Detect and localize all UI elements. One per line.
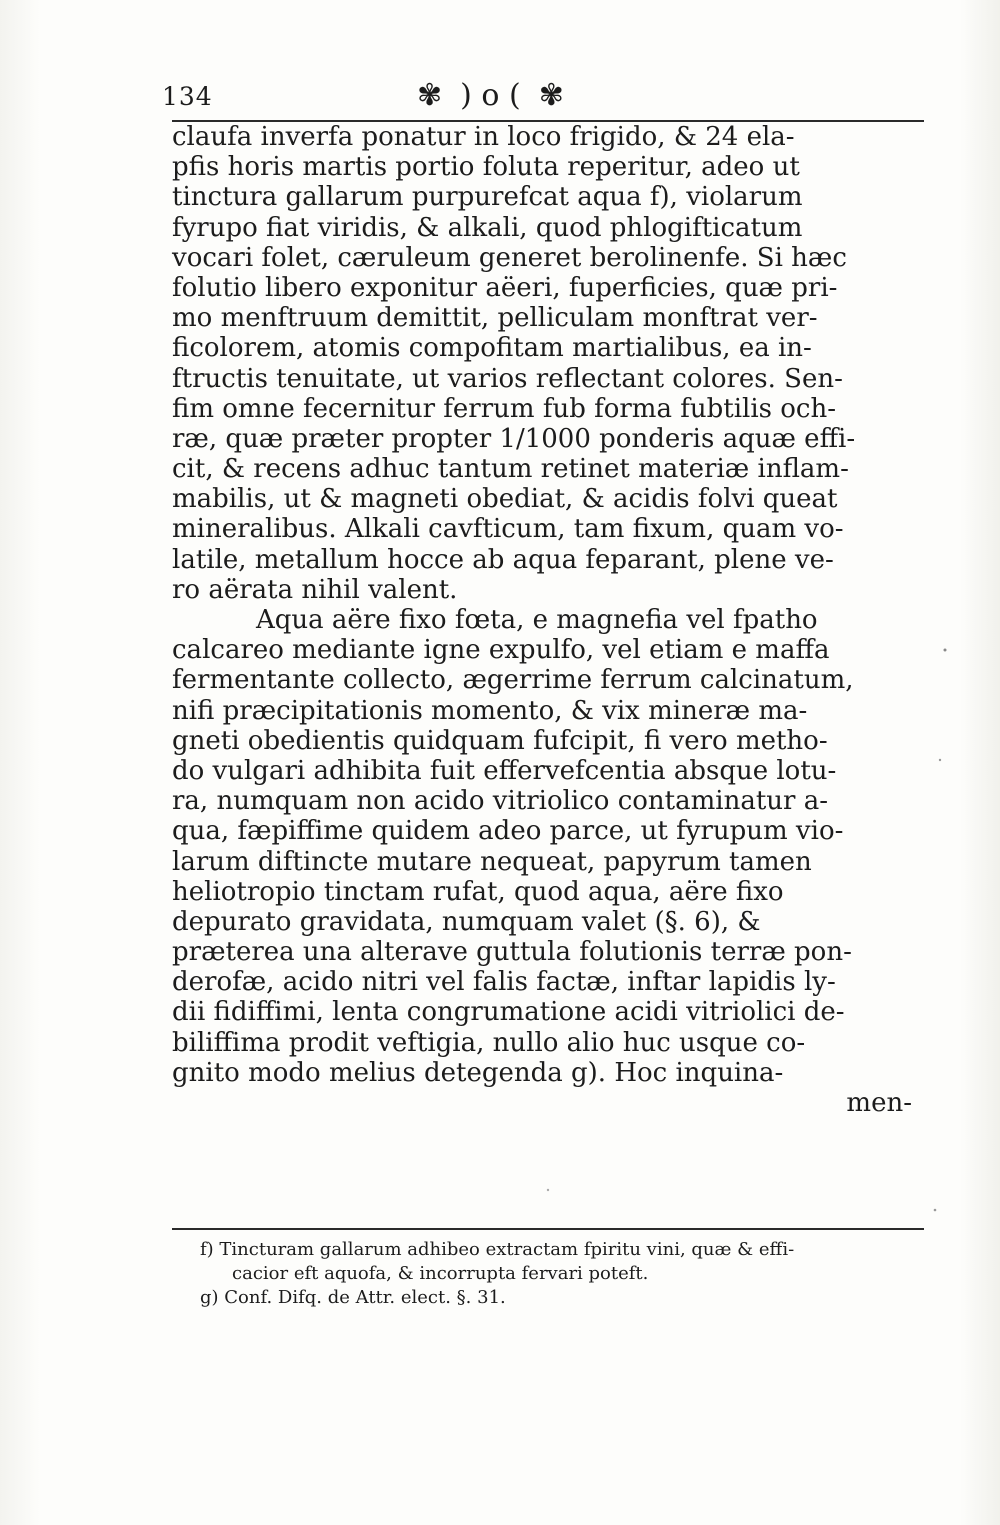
text-line: nifi præcipitationis momento, & vix mineræ ma- [172, 695, 808, 726]
footnotes [200, 1238, 920, 1310]
printers-ornament-right-icon: ✾ [538, 78, 564, 113]
text-line: pfis horis martis portio foluta reperitur, adeo ut [172, 152, 800, 183]
text-line: larum diftincte mutare nequeat, papyrum tamen [172, 846, 812, 877]
footnote-g: g) Conf. Difq. de Attr. elect. §. 31. [200, 1287, 506, 1308]
text-line: latile, metallum hocce ab aqua feparant, plene ve- [172, 544, 834, 575]
text-line: ra, numquam non acido vitriolico contaminatur a- [172, 786, 829, 817]
text-line: ficolorem, atomis compofitam martialibus, ea in- [172, 333, 812, 364]
text-line: ræ, quæ præter propter 1/1000 ponderis aquæ effi- [172, 423, 856, 454]
text-line: biliffima prodit veftigia, nullo alio huc usque co- [172, 1027, 806, 1058]
text-line: ftructis tenuitate, ut varios reflectant colores. Sen- [172, 363, 843, 394]
catchword: men- [846, 1088, 912, 1118]
page-header [162, 78, 922, 118]
footnote-f: f) Tincturam gallarum adhibeo extractam fpiritu vini, quæ & effi- [200, 1239, 795, 1260]
text-line: mineralibus. Alkali cavfticum, tam fixum, quam vo- [172, 514, 844, 545]
printers-ornament-left-icon: ✾ [417, 78, 443, 113]
text-line: Aqua aëre fixo fœta, e magnefia vel fpatho [256, 605, 818, 635]
footnote-rule [172, 1228, 924, 1230]
text-line: depurato gravidata, numquam valet (§. 6), & [172, 906, 761, 937]
text-line: dii fidiffimi, lenta congrumatione acidi vitriolici de- [172, 997, 845, 1028]
text-line: fim omne fecernitur ferrum fub forma fubtilis och- [172, 393, 836, 424]
running-head [417, 78, 564, 113]
text-line: tinctura gallarum purpurefcat aqua f), violarum [172, 182, 803, 213]
main-text [172, 122, 912, 1118]
text-line: do vulgari adhibita fuit effervefcentia absque lotu- [172, 755, 837, 786]
running-head-text: ) o ( [460, 78, 521, 113]
text-line: ro aërata nihil valent. [172, 574, 458, 605]
text-line: mo menftruum demittit, pelliculam monftrat ver- [172, 303, 818, 334]
text-line: claufa inverfa ponatur in loco frigido, & 24 ela- [172, 122, 795, 152]
text-line: præterea una alterave guttula folutionis terræ pon- [172, 937, 852, 968]
text-line: gneti obedientis quidquam fufcipit, fi vero metho- [172, 725, 828, 756]
footnote-f-continuation: cacior eft aquofa, & incorrupta fervari poteft. [232, 1263, 649, 1284]
text-line: fyrupo fiat viridis, & alkali, quod phlogifticatum [172, 212, 803, 243]
text-line: qua, fæpiffime quidem adeo parce, ut fyrupum vio- [172, 816, 844, 847]
text-line: fermentante collecto, ægerrime ferrum calcinatum, [172, 665, 854, 696]
text-line: gnito modo melius detegenda g). Hoc inquina- [172, 1057, 784, 1088]
text-line: derofæ, acido nitri vel falis factæ, inftar lapidis ly- [172, 967, 836, 998]
text-line: heliotropio tinctam rufat, quod aqua, aëre fixo [172, 876, 784, 907]
text-line: calcareo mediante igne expulfo, vel etiam e maffa [172, 635, 830, 666]
text-line: folutio libero exponitur aëeri, fuperficies, quæ pri- [172, 272, 838, 303]
page-number: 134 [162, 82, 213, 111]
text-line: vocari folet, cæruleum generet berolinenfe. Si hæc [172, 242, 847, 273]
text-line: mabilis, ut & magneti obediat, & acidis folvi queat [172, 484, 838, 515]
text-line: cit, & recens adhuc tantum retinet materiæ inflam- [172, 454, 849, 485]
